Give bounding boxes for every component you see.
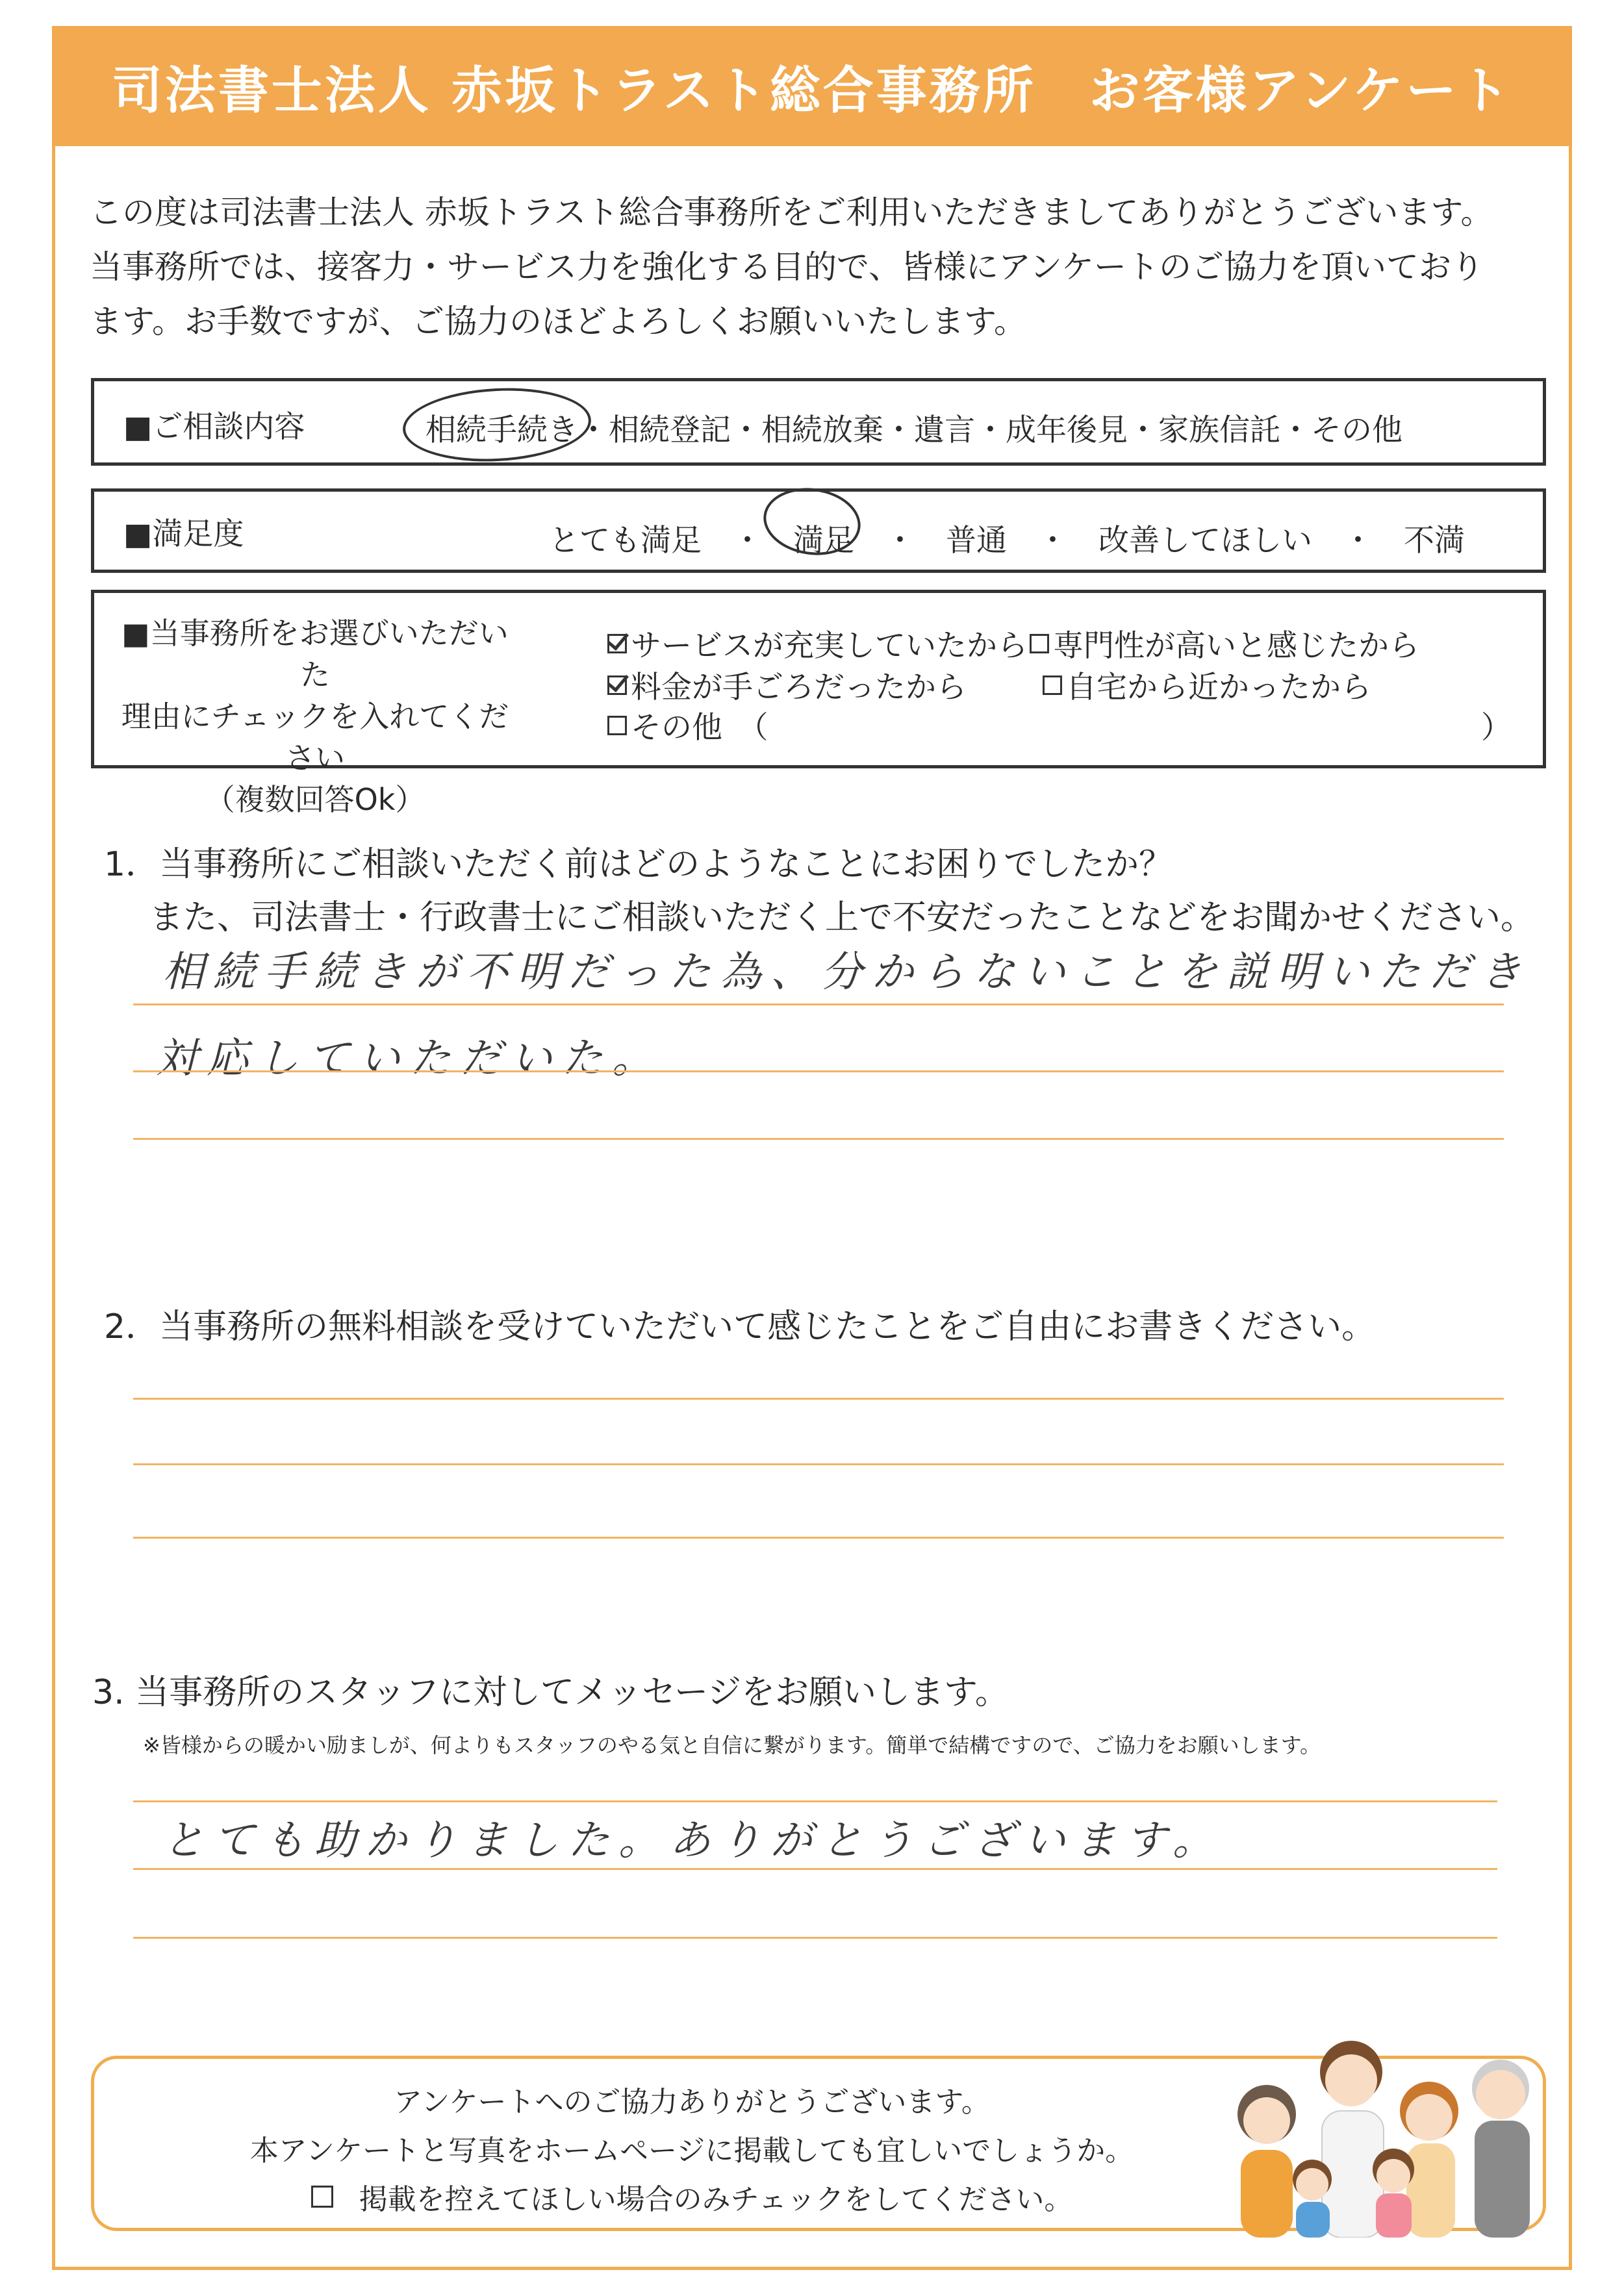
q3-rule-3 [133, 1937, 1497, 1939]
satisfaction-options: とても満足 ・ 満足 ・ 普通 ・ 改善してほしい ・ 不満 [549, 523, 1465, 559]
survey-header [52, 26, 1572, 146]
q2-line1: 2．当事務所の無料相談を受けていただいて感じたことをご自由にお書きください。 [104, 1307, 1376, 1346]
q1-answer-line1[interactable]: 相続手続きが不明だった為、分からないことを説明いただき [162, 948, 1530, 996]
survey-frame [52, 26, 1572, 2270]
q1-line1: 1．当事務所にご相談いただく前はどのようなことにお困りでしたか？ [104, 845, 1173, 884]
satisfaction-label: ■満足度 [123, 516, 244, 552]
consult-label: ■ご相談内容 [123, 409, 305, 445]
q1-rule-1 [133, 1003, 1504, 1005]
survey-title: 司法書士法人 赤坂トラスト総合事務所 お客様アンケート [111, 61, 1513, 120]
reason-price-checkbox[interactable] [607, 675, 627, 695]
reason-expertise-checkbox[interactable] [1030, 634, 1049, 653]
q2-rule-3 [133, 1537, 1504, 1539]
footer-permission: 本アンケートと写真をホームページに掲載しても宜しいでしょうか。 [249, 2134, 1134, 2167]
q3-line1: 3. 当事務所のスタッフに対してメッセージをお願いします。 [92, 1673, 1009, 1712]
reason-price[interactable]: 料金が手ごろだったから [607, 663, 967, 707]
q1-line2: また、司法書士・行政書士にご相談いただく上で不安だったことなどをお聞かせください。 [149, 898, 1535, 937]
reason-service-checkbox[interactable] [607, 634, 627, 653]
q3-rule-2 [133, 1868, 1497, 1870]
q1-rule-3 [133, 1138, 1504, 1140]
q1-rule-2 [133, 1070, 1504, 1072]
family-illustration [1215, 2023, 1553, 2238]
reason-other[interactable]: その他 （ [607, 703, 768, 747]
consult-options: 相続手続き・相続登記・相続放棄・遺言・成年後見・家族信託・その他 [425, 412, 1402, 448]
footer-optout[interactable]: 掲載を控えてほしい場合のみチェックをしてください。 [237, 2176, 1147, 2217]
reason-other-checkbox[interactable] [607, 716, 627, 735]
footer-optout-checkbox[interactable] [311, 2186, 333, 2208]
reasons-box [91, 590, 1546, 817]
q2-rule-1 [133, 1398, 1504, 1400]
intro-paragraph: この度は司法書士法人 赤坂トラスト総合事務所をご利用いただきましてありがとうございます。 当事務所では、接客力・サービス力を強化する目的で、皆様にアンケートのご協力を頂いており ます。お手数ですが、ご協力のほどよろしくお願いいたします。 [90, 194, 1493, 340]
consult-box [91, 378, 1546, 466]
footer-thanks: アンケートへのご協力ありがとうございます。 [394, 2086, 990, 2119]
reason-location-checkbox[interactable] [1043, 675, 1062, 695]
q3-note: ※皆様からの暖かい励ましが、何よりもスタッフのやる気と自信に繋がります。簡単で結構ですので、ご協力をお願いします。 [143, 1733, 1321, 1758]
reason-location[interactable]: 自宅から近かったから [1043, 663, 1371, 707]
reason-other-close: ） [1481, 710, 1512, 746]
q3-answer-line1[interactable]: とても助かりました。ありがとうございます。 [162, 1817, 1223, 1865]
reasons-label: ■当事務所をお選びいただいた 理由にチェックを入れてください （複数回答Ok） [121, 616, 509, 817]
reason-expertise[interactable]: 専門性が高いと感じたから [1030, 622, 1419, 665]
q3-rule-1 [133, 1800, 1497, 1802]
reason-service[interactable]: サービスが充実していたから [607, 622, 1028, 665]
q2-rule-2 [133, 1463, 1504, 1465]
q1-answer-line2[interactable]: 対応していただいた。 [156, 1035, 663, 1083]
